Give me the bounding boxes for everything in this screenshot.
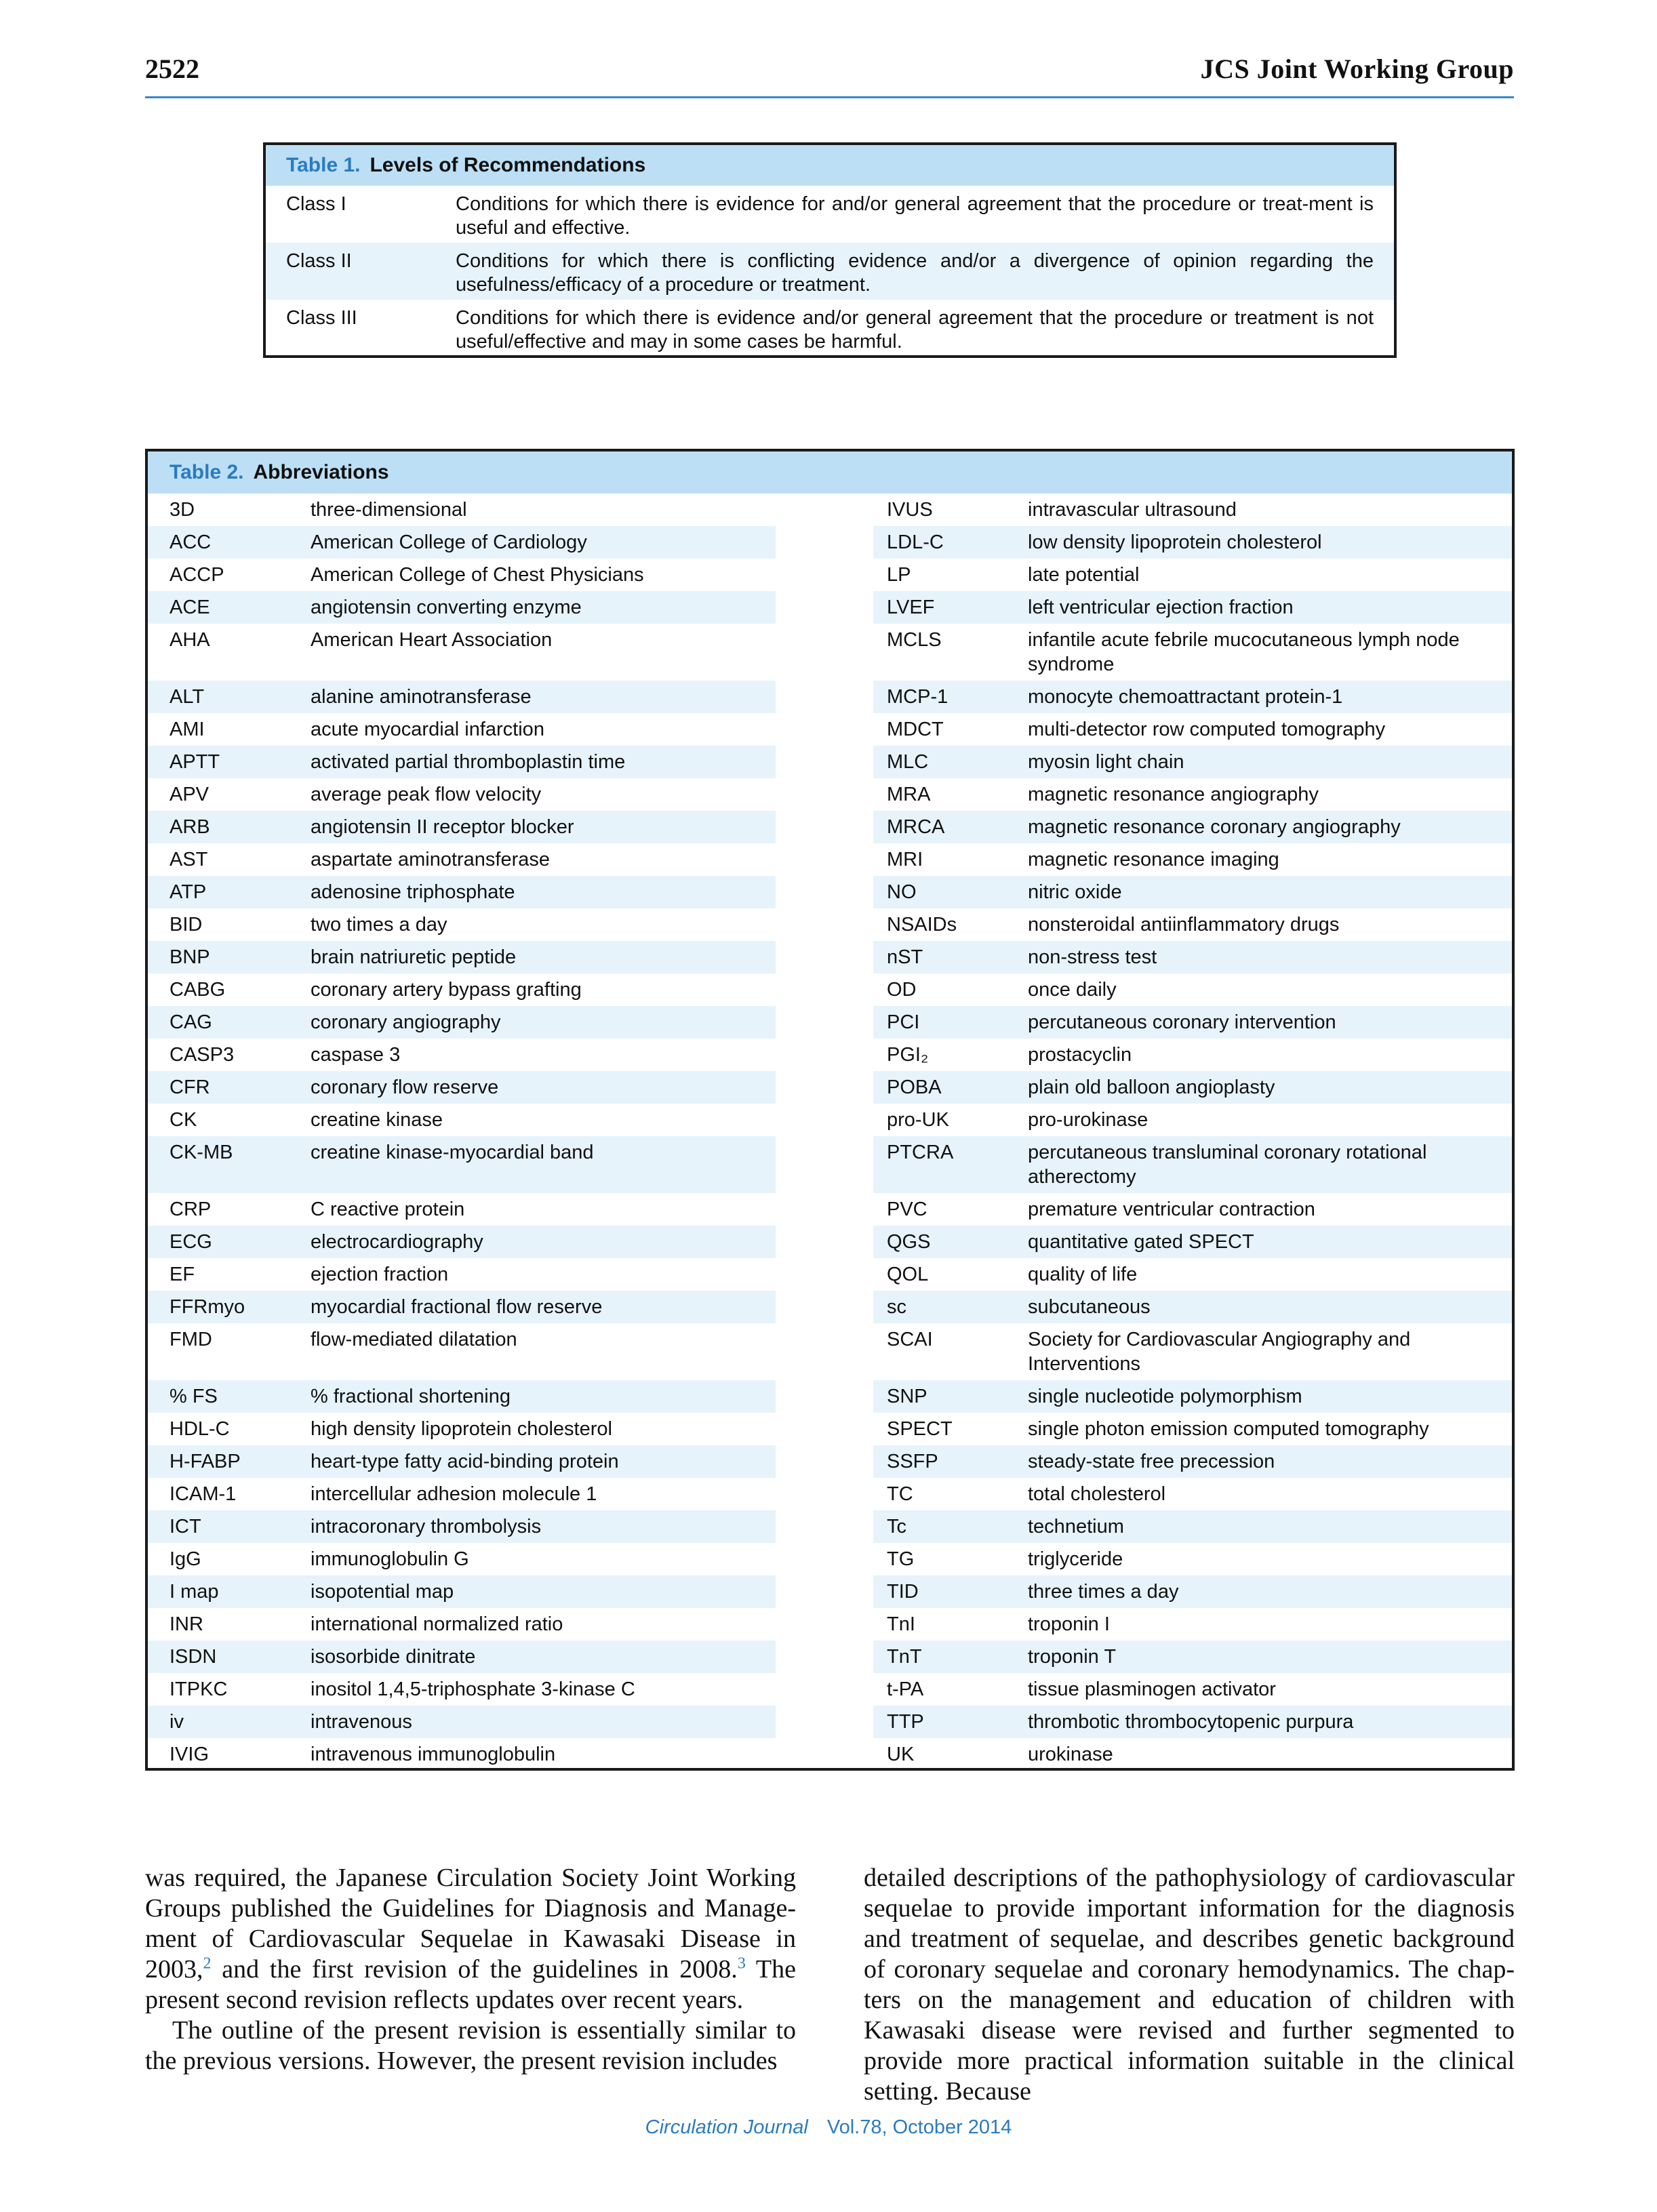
abbreviation-definition: subcutaneous: [1028, 1296, 1151, 1318]
abbreviation-definition: intracoronary thrombolysis: [311, 1516, 542, 1537]
abbreviation-definition: activated partial thromboplastin time: [311, 751, 626, 773]
table-row: [148, 973, 776, 1006]
table-row: [148, 1575, 776, 1608]
table-row: [148, 591, 776, 624]
table-row: [873, 811, 1512, 843]
table-row: [148, 624, 776, 681]
table-row: [148, 1445, 776, 1478]
abbreviation: AHA: [169, 629, 210, 651]
abbreviation-definition: coronary artery bypass grafting: [311, 979, 582, 1001]
abbreviation: BNP: [169, 946, 210, 968]
abbreviation: LP: [887, 564, 911, 586]
table-row: [266, 186, 1394, 243]
table-row: [148, 559, 776, 591]
table-row: [148, 1673, 776, 1706]
abbreviation-definition: creatine kinase: [311, 1109, 443, 1131]
table-row: [148, 1193, 776, 1226]
abbreviation-definition: caspase 3: [311, 1044, 401, 1066]
table-row: [873, 1226, 1512, 1258]
abbreviation: QGS: [887, 1231, 931, 1253]
abbreviation: SPECT: [887, 1418, 953, 1440]
abbreviation-definition: thrombotic thrombocytopenic purpura: [1028, 1711, 1354, 1733]
abbreviation-definition: flow-mediated dilatation: [311, 1329, 517, 1350]
class-label: Class II: [286, 250, 352, 272]
table-row: [148, 1380, 776, 1413]
abbreviation: OD: [887, 979, 917, 1001]
abbreviation-definition: monocyte chemoattractant protein-1: [1028, 686, 1343, 708]
class-description: Conditions for which there is evidence and/or general agreement that the procedure or treatment is not useful/effective and may in some cases be harmful.: [456, 307, 1374, 353]
abbreviation: MLC: [887, 751, 929, 773]
table-row: [873, 1575, 1512, 1608]
abbreviation: MCLS: [887, 629, 942, 651]
page-number: 2522: [145, 54, 199, 84]
table-row: [873, 1608, 1512, 1641]
abbreviation: TC: [887, 1483, 913, 1505]
abbreviation: sc: [887, 1296, 906, 1318]
abbreviation-definition: three-dimensional: [311, 499, 467, 521]
abbreviation: AMI: [169, 719, 205, 740]
table-levels-of-recommendations: [263, 142, 1397, 358]
table-row: [873, 1071, 1512, 1104]
abbreviation-definition: high density lipoprotein cholesterol: [311, 1418, 612, 1440]
page-footer: [0, 2116, 1657, 2139]
abbreviation: % FS: [169, 1386, 218, 1407]
table-row: [148, 746, 776, 778]
table-row: [873, 1104, 1512, 1136]
body-text-right-column: [864, 1863, 1515, 2107]
abbreviation-definition: American College of Chest Physicians: [311, 564, 644, 586]
table-row: [148, 778, 776, 811]
table-row: [873, 941, 1512, 973]
abbreviation: MDCT: [887, 719, 944, 740]
abbreviation: NO: [887, 881, 917, 903]
abbreviation-definition: intercellular adhesion molecule 1: [311, 1483, 597, 1505]
abbreviation: ISDN: [169, 1646, 217, 1668]
table1-caption: [266, 145, 1394, 186]
abbreviation-definition: isosorbide dinitrate: [311, 1646, 476, 1668]
paragraph-text: and the first revision of the guidelines in 2008.: [211, 1955, 738, 1984]
abbreviation-definition: angiotensin converting enzyme: [311, 597, 582, 618]
abbreviations-right-column: [830, 494, 1512, 1771]
running-head: JCS Joint Working Group: [1200, 54, 1514, 84]
table-row: [873, 876, 1512, 908]
table-row: [873, 1413, 1512, 1445]
abbreviation: ACE: [169, 597, 210, 618]
abbreviation-definition: creatine kinase-myocardial band: [311, 1142, 594, 1163]
abbreviation: PGI₂: [887, 1044, 929, 1066]
abbreviation: SSFP: [887, 1451, 938, 1472]
abbreviation: TG: [887, 1548, 915, 1570]
abbreviation: TnI: [887, 1613, 915, 1635]
table-row: [873, 1641, 1512, 1673]
abbreviation-definition: C reactive protein: [311, 1199, 465, 1220]
table-row: [148, 1323, 776, 1380]
abbreviation-definition: infantile acute febrile mucocutaneous lymph node syndrome: [1028, 629, 1460, 675]
table-row: [148, 1641, 776, 1673]
table-row: [148, 1291, 776, 1323]
abbreviation: TnT: [887, 1646, 922, 1668]
abbreviation-definition: angiotensin II receptor blocker: [311, 816, 574, 838]
abbreviation-definition: ejection fraction: [311, 1264, 449, 1285]
abbreviation-definition: quality of life: [1028, 1264, 1138, 1285]
table-row: [148, 1071, 776, 1104]
abbreviation-definition: average peak flow velocity: [311, 784, 542, 805]
table-row: [148, 1608, 776, 1641]
abbreviation-definition: technetium: [1028, 1516, 1124, 1537]
table2-number: Table 2.: [169, 461, 244, 483]
abbreviation: iv: [169, 1711, 184, 1733]
abbreviation-definition: percutaneous transluminal coronary rotational atherectomy: [1028, 1142, 1427, 1188]
abbreviation: IgG: [169, 1548, 201, 1570]
table-row: [148, 713, 776, 746]
abbreviation: MRI: [887, 849, 923, 870]
abbreviation: ACC: [169, 531, 212, 553]
table-row: [148, 1039, 776, 1071]
paragraph: detailed descriptions of the pathophysiology of cardiovascular sequelae to provide important information for the diagnosis and treatment of sequelae, and describes genetic background of coronary sequelae and coronary hemodynamics. The chap-ters on the management and education of children with Kawasaki disease were revised and further segmented to provide more practical information suitable in the clinical setting. Because: [864, 1864, 1515, 2106]
abbreviation-definition: brain natriuretic peptide: [311, 946, 517, 968]
abbreviation: APV: [169, 784, 209, 805]
abbreviation: CFR: [169, 1077, 210, 1098]
table-row: [148, 876, 776, 908]
abbreviation: SNP: [887, 1386, 927, 1407]
journal-volume: Vol.78, October 2014: [826, 2116, 1012, 2138]
table-row: [148, 1006, 776, 1039]
abbreviation: ARB: [169, 816, 210, 838]
abbreviation: t-PA: [887, 1678, 924, 1700]
abbreviation: NSAIDs: [887, 914, 957, 936]
abbreviation: QOL: [887, 1264, 929, 1285]
abbreviation-definition: myosin light chain: [1028, 751, 1184, 773]
abbreviation-definition: heart-type fatty acid-binding protein: [311, 1451, 619, 1472]
table-row: [873, 1478, 1512, 1510]
abbreviation-definition: troponin I: [1028, 1613, 1110, 1635]
abbreviation: ICT: [169, 1516, 201, 1537]
table-row: [148, 1226, 776, 1258]
abbreviation: PCI: [887, 1011, 920, 1033]
abbreviation-definition: American Heart Association: [311, 629, 553, 651]
abbreviation-definition: non-stress test: [1028, 946, 1157, 968]
class-description: Conditions for which there is evidence for and/or general agreement that the procedure or treat-ment is useful and effective.: [456, 193, 1374, 239]
abbreviation: CAG: [169, 1011, 212, 1033]
abbreviation-definition: prostacyclin: [1028, 1044, 1132, 1066]
abbreviation: TID: [887, 1581, 919, 1603]
abbreviation: IVUS: [887, 499, 933, 521]
paragraph: The outline of the present revision is essentially similar to the previous versions. However, the present revision includes: [145, 2016, 796, 2075]
reference-link[interactable]: 2: [203, 1954, 212, 1973]
abbreviation-definition: adenosine triphosphate: [311, 881, 515, 903]
table-row: [266, 300, 1394, 355]
table2-caption: [148, 451, 1512, 494]
table-row: [148, 494, 776, 526]
abbreviation: CK: [169, 1109, 197, 1131]
abbreviation: IVIG: [169, 1744, 209, 1765]
abbreviation-definition: tissue plasminogen activator: [1028, 1678, 1276, 1700]
abbreviation: pro-UK: [887, 1109, 949, 1131]
abbreviation-definition: intravenous: [311, 1711, 412, 1733]
abbreviation: CASP3: [169, 1044, 235, 1066]
table-row: [873, 778, 1512, 811]
table-row: [873, 624, 1512, 681]
abbreviation-definition: isopotential map: [311, 1581, 454, 1603]
page-header: [145, 49, 1514, 98]
abbreviation: MCP-1: [887, 686, 949, 708]
table-row: [873, 843, 1512, 876]
abbreviation: Tc: [887, 1516, 906, 1537]
class-label: Class I: [286, 193, 346, 215]
abbreviation-definition: triglyceride: [1028, 1548, 1123, 1570]
abbreviation-definition: myocardial fractional flow reserve: [311, 1296, 603, 1318]
abbreviation-definition: left ventricular ejection fraction: [1028, 597, 1294, 618]
table-row: [148, 811, 776, 843]
abbreviation: EF: [169, 1264, 195, 1285]
abbreviation-definition: coronary flow reserve: [311, 1077, 499, 1098]
table-row: [873, 681, 1512, 713]
abbreviation: FMD: [169, 1329, 212, 1350]
abbreviation-definition: % fractional shortening: [311, 1386, 511, 1407]
table-row: [148, 908, 776, 941]
table-row: [873, 1323, 1512, 1380]
abbreviation-definition: single nucleotide polymorphism: [1028, 1386, 1302, 1407]
table-row: [873, 1543, 1512, 1575]
abbreviation: INR: [169, 1613, 203, 1635]
abbreviation-definition: magnetic resonance angiography: [1028, 784, 1319, 805]
journal-name: Circulation Journal: [645, 2116, 808, 2138]
table-row: [873, 1445, 1512, 1478]
table-row: [873, 1136, 1512, 1193]
abbreviation-definition: aspartate aminotransferase: [311, 849, 551, 870]
class-label: Class III: [286, 307, 357, 329]
abbreviation: LDL-C: [887, 531, 944, 553]
reference-link[interactable]: 3: [737, 1954, 746, 1973]
abbreviation-definition: percutaneous coronary intervention: [1028, 1011, 1336, 1033]
abbreviation: ITPKC: [169, 1678, 228, 1700]
abbreviation-definition: single photon emission computed tomography: [1028, 1418, 1429, 1440]
abbreviation: H-FABP: [169, 1451, 241, 1472]
table2-body: [148, 494, 1512, 1771]
abbreviation: PTCRA: [887, 1142, 954, 1163]
abbreviation-definition: immunoglobulin G: [311, 1548, 469, 1570]
abbreviation-definition: multi-detector row computed tomography: [1028, 719, 1386, 740]
table-row: [148, 1706, 776, 1738]
body-text-left-column: [145, 1863, 796, 2076]
abbreviations-left-column: [148, 494, 830, 1771]
abbreviation-definition: electrocardiography: [311, 1231, 483, 1253]
table-row: [873, 746, 1512, 778]
table-row: [873, 1006, 1512, 1039]
table-row: [873, 1291, 1512, 1323]
abbreviation: UK: [887, 1744, 915, 1765]
abbreviation: HDL-C: [169, 1418, 230, 1440]
abbreviation: PVC: [887, 1199, 927, 1220]
abbreviation-definition: Society for Cardiovascular Angiography and Interventions: [1028, 1329, 1411, 1375]
table-row: [873, 1673, 1512, 1706]
table2-title: Abbreviations: [253, 461, 389, 483]
abbreviation-definition: American College of Cardiology: [311, 531, 587, 553]
abbreviation: ATP: [169, 881, 207, 903]
abbreviation: MRA: [887, 784, 931, 805]
abbreviation-definition: intravenous immunoglobulin: [311, 1744, 556, 1765]
table1-title: Levels of Recommendations: [370, 154, 646, 176]
abbreviation-definition: pro-urokinase: [1028, 1109, 1149, 1131]
abbreviation: ALT: [169, 686, 205, 708]
abbreviation: CABG: [169, 979, 226, 1001]
abbreviation: LVEF: [887, 597, 935, 618]
abbreviation-definition: nitric oxide: [1028, 881, 1122, 903]
abbreviation-definition: intravascular ultrasound: [1028, 499, 1237, 521]
abbreviation-definition: inositol 1,4,5-triphosphate 3-kinase C: [311, 1678, 635, 1700]
abbreviation-definition: quantitative gated SPECT: [1028, 1231, 1254, 1253]
table-row: [873, 526, 1512, 559]
abbreviation: APTT: [169, 751, 220, 773]
table-row: [873, 1738, 1512, 1771]
abbreviation-definition: total cholesterol: [1028, 1483, 1166, 1505]
abbreviation-definition: acute myocardial infarction: [311, 719, 544, 740]
paragraph: [145, 1863, 796, 2015]
abbreviation-definition: premature ventricular contraction: [1028, 1199, 1315, 1220]
abbreviation: I map: [169, 1581, 219, 1603]
table1-number: Table 1.: [286, 154, 361, 176]
abbreviation: FFRmyo: [169, 1296, 245, 1318]
abbreviation: CK-MB: [169, 1142, 233, 1163]
table-row: [873, 559, 1512, 591]
abbreviation: ECG: [169, 1231, 212, 1253]
abbreviation-definition: three times a day: [1028, 1581, 1179, 1603]
table-row: [148, 526, 776, 559]
table-row: [266, 243, 1394, 300]
abbreviation: ICAM-1: [169, 1483, 237, 1505]
abbreviation: CRP: [169, 1199, 212, 1220]
table-row: [873, 1510, 1512, 1543]
table-row: [148, 843, 776, 876]
table-row: [148, 1738, 776, 1771]
table-row: [873, 1193, 1512, 1226]
abbreviation-definition: coronary angiography: [311, 1011, 501, 1033]
table-row: [873, 1258, 1512, 1291]
table-row: [148, 1104, 776, 1136]
table-row: [148, 941, 776, 973]
abbreviation-definition: two times a day: [311, 914, 447, 936]
table-row: [873, 713, 1512, 746]
table-abbreviations: [145, 449, 1515, 1771]
table-row: [873, 494, 1512, 526]
abbreviation: 3D: [169, 499, 195, 521]
table-row: [873, 908, 1512, 941]
abbreviation-definition: steady-state free precession: [1028, 1451, 1275, 1472]
abbreviation-definition: late potential: [1028, 564, 1140, 586]
table-row: [148, 1413, 776, 1445]
class-description: Conditions for which there is conflicting evidence and/or a divergence of opinion regarding the usefulness/efficacy of a procedure or treatment.: [456, 250, 1374, 296]
table-row: [873, 973, 1512, 1006]
abbreviation-definition: urokinase: [1028, 1744, 1113, 1765]
table-row: [873, 1706, 1512, 1738]
abbreviation: ACCP: [169, 564, 224, 586]
table-row: [148, 681, 776, 713]
abbreviation-definition: magnetic resonance coronary angiography: [1028, 816, 1401, 838]
table-row: [148, 1136, 776, 1193]
abbreviation-definition: magnetic resonance imaging: [1028, 849, 1279, 870]
abbreviation: BID: [169, 914, 203, 936]
abbreviation: TTP: [887, 1711, 924, 1733]
abbreviation: POBA: [887, 1077, 942, 1098]
table-row: [148, 1543, 776, 1575]
abbreviation-definition: plain old balloon angioplasty: [1028, 1077, 1275, 1098]
abbreviation: AST: [169, 849, 208, 870]
table-row: [148, 1510, 776, 1543]
abbreviation-definition: low density lipoprotein cholesterol: [1028, 531, 1322, 553]
abbreviation: MRCA: [887, 816, 945, 838]
abbreviation: nST: [887, 946, 923, 968]
table-row: [873, 1039, 1512, 1071]
table-row: [873, 591, 1512, 624]
table-row: [148, 1478, 776, 1510]
abbreviation: SCAI: [887, 1329, 933, 1350]
table-row: [148, 1258, 776, 1291]
abbreviation-definition: international normalized ratio: [311, 1613, 563, 1635]
abbreviation-definition: once daily: [1028, 979, 1117, 1001]
abbreviation-definition: alanine aminotransferase: [311, 686, 532, 708]
paragraph-text: The present second revision reflects updates over recent years.: [145, 1955, 796, 2014]
paragraph-text: was required, the Japanese Circulation Society Joint Working Groups published the Guidelines for Diagnosis and Manage-ment of Cardiovascular Sequelae in Kawasaki Disease in 2003,: [145, 1864, 796, 1984]
abbreviation-definition: nonsteroidal antiinflammatory drugs: [1028, 914, 1340, 936]
table-row: [873, 1380, 1512, 1413]
abbreviation-definition: troponin T: [1028, 1646, 1117, 1668]
